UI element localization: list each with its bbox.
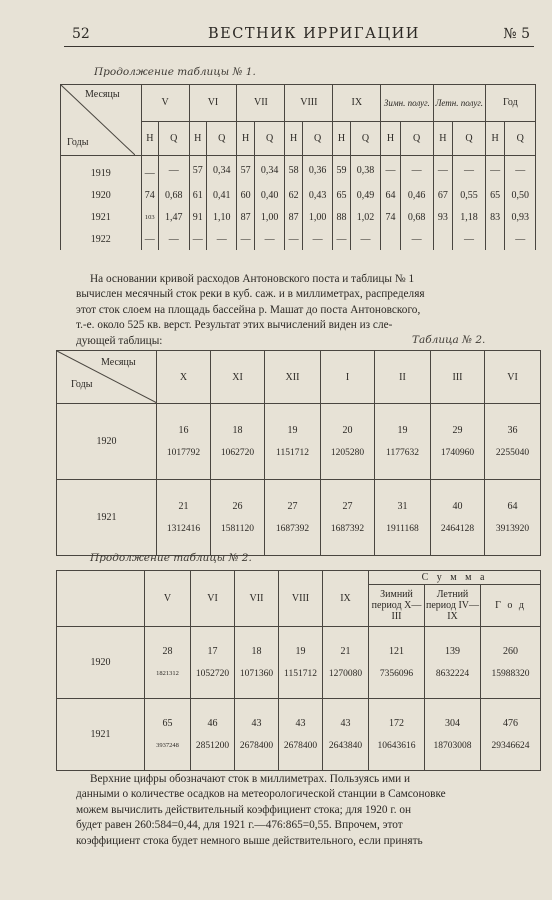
table1-corner: [61, 85, 142, 156]
table1-cell: 0,50: [505, 184, 536, 206]
table1-cell: 0,40: [254, 184, 285, 206]
table1-sub-q: Q: [505, 121, 536, 156]
table2-year: 1920: [57, 404, 157, 480]
table2-cell: [211, 480, 265, 556]
paragraph-line: дующей таблицы:: [76, 334, 163, 347]
table2-month: III: [431, 351, 485, 404]
table3-mm: 121: [389, 645, 404, 657]
table1-row: [61, 156, 536, 185]
table1-cell: —: [189, 228, 206, 250]
paragraph-line: На основании кривой расходов Антоновского поста и таблицы № 1: [90, 273, 415, 285]
table1-month: Летн. полуг.: [433, 85, 485, 122]
table1-cell: 58: [285, 156, 302, 185]
table2-corner: [57, 351, 157, 404]
table3-cell: [279, 627, 323, 699]
table2-mm: 40: [452, 500, 463, 512]
table1-cell: 62: [285, 184, 302, 206]
table1-cell: 74: [141, 184, 158, 206]
table3-mm: 172: [389, 717, 404, 729]
paragraph-line: Верхние цифры обозначают сток в миллиметрах. Пользуясь ими и: [90, 773, 411, 785]
paragraph-1: [76, 272, 425, 349]
table3-volume: 18703008: [433, 740, 472, 751]
table3-cell: [323, 699, 369, 771]
table1-cell: 1,00: [254, 206, 285, 228]
table2-cell: [485, 480, 541, 556]
table3-cell: [235, 627, 279, 699]
table2: [56, 350, 541, 556]
table2-cell: [431, 480, 485, 556]
table3-cell: [481, 627, 541, 699]
journal-title: ВЕСТНИК ИРРИГАЦИИ: [208, 26, 420, 42]
table2-volume: 2464128: [440, 523, 475, 534]
table2-corner-years: Годы: [71, 379, 93, 390]
table3-mm: 260: [503, 645, 518, 657]
table1-year: 1919: [61, 156, 142, 185]
paragraph-line: можем вычислить действительный коэффициент стока; для 1920 г. он: [76, 803, 412, 816]
table2-year: 1921: [57, 480, 157, 556]
table1-cell: —: [141, 228, 158, 250]
table2-cell: [157, 480, 211, 556]
table1-sub-q: Q: [453, 121, 486, 156]
table2-cell: [265, 480, 321, 556]
table1-cell: 65: [485, 184, 505, 206]
paragraph-line: т.-е. около 525 кв. верст. Результат этих вычислений виден из сле-: [76, 319, 393, 332]
table3-cell: [145, 627, 191, 699]
table1-cell: —: [400, 228, 433, 250]
table3-sum-col: Зимний период X—III: [369, 585, 425, 627]
table3-corner: [57, 571, 145, 627]
table3-sum-col: Летний период IV—IX: [425, 585, 481, 627]
table3-volume: 10643616: [377, 740, 416, 751]
table1-month: IX: [333, 85, 381, 122]
table1-month: Зимн. полуг.: [381, 85, 433, 122]
table1-cell: 0,55: [453, 184, 486, 206]
table3-volume: 2678400: [239, 740, 274, 751]
table2-month: II: [375, 351, 431, 404]
table1-sub-h: H: [189, 121, 206, 156]
table1-cell: 59: [333, 156, 350, 185]
table1-year: 1922: [61, 228, 142, 250]
table3-mm: 21: [340, 645, 351, 657]
table1-cell: —: [453, 156, 486, 185]
table1-sub-h: H: [433, 121, 453, 156]
table3-cell: [191, 627, 235, 699]
table1-cell: —: [333, 228, 350, 250]
table1-month: VII: [237, 85, 285, 122]
table2-volume: 1581120: [221, 523, 254, 534]
table1-cell: 65: [333, 184, 350, 206]
table1-sub-h: H: [333, 121, 350, 156]
table1-cell: —: [505, 156, 536, 185]
table3-mm: 18: [251, 645, 262, 657]
table1-cell: 93: [433, 206, 453, 228]
table3-volume: 1052720: [195, 668, 230, 679]
table1-cell: [433, 228, 453, 250]
table1-sub-h: H: [141, 121, 158, 156]
table2-volume: 1017792: [166, 447, 201, 458]
table3-volume: 15988320: [491, 668, 530, 679]
table3-cell: [191, 699, 235, 771]
table1-year: 1921: [61, 206, 142, 228]
table3-mm: 43: [251, 717, 262, 729]
table3-volume: 1270080: [328, 668, 363, 679]
table3-cell: [369, 627, 425, 699]
table1-cell: —: [237, 228, 254, 250]
table3-volume: 2851200: [195, 740, 230, 751]
table3-month: IX: [323, 571, 369, 627]
table1-cell: —: [485, 156, 505, 185]
table2-month: XI: [211, 351, 265, 404]
table3-mm: 17: [207, 645, 218, 657]
table1-cell: 0,41: [206, 184, 237, 206]
table1-sub-h: H: [237, 121, 254, 156]
table3-month: VII: [235, 571, 279, 627]
table2-volume: 1151712: [276, 447, 309, 458]
table1-cell: —: [302, 228, 333, 250]
running-header: [60, 22, 532, 46]
table1-cell: 1,18: [453, 206, 486, 228]
table1-cell: [381, 228, 401, 250]
table1-cell: 57: [189, 156, 206, 185]
table1-year: 1920: [61, 184, 142, 206]
table3-year: 1921: [57, 699, 145, 771]
table2-mm: 27: [342, 500, 353, 512]
table2-cell: [375, 404, 431, 480]
table3-volume: 2678400: [283, 740, 318, 751]
table2-mm: 29: [452, 424, 463, 436]
table1-cell: 0,49: [350, 184, 381, 206]
paragraph-2: [76, 772, 446, 849]
table3-mm: 43: [340, 717, 351, 729]
table3-year: 1920: [57, 627, 145, 699]
table2-volume: 1687392: [330, 523, 365, 534]
table1-sub-q: Q: [159, 121, 190, 156]
table3-mm: 19: [295, 645, 306, 657]
table1-cell: 0,68: [400, 206, 433, 228]
table3-mm: 65: [162, 717, 173, 729]
paragraph-line: коэффициент стока будет немного выше действительного, если принять: [76, 834, 423, 847]
issue-number: № 5: [503, 26, 530, 42]
table1-cell: —: [433, 156, 453, 185]
table2-volume: 1911168: [386, 523, 419, 534]
page-number: 52: [72, 26, 90, 42]
table3-volume: 1071360: [239, 668, 274, 679]
table1-cell: 1,10: [206, 206, 237, 228]
table2-volume: 1312416: [166, 523, 201, 534]
table1-row: [61, 206, 536, 228]
table3-mm: 28: [162, 645, 173, 657]
table2-month: I: [321, 351, 375, 404]
table2-row: [57, 480, 541, 556]
table2-corner-months: Месяцы: [101, 357, 136, 368]
table2-mm: 27: [287, 500, 298, 512]
table1-sub-h: H: [285, 121, 302, 156]
table1-sub-q: Q: [206, 121, 237, 156]
table2-mm: 16: [178, 424, 189, 436]
table3-caption: Продолжение таблицы № 2.: [90, 552, 252, 564]
table3-volume: 2643840: [328, 740, 363, 751]
table2-cell: [157, 404, 211, 480]
table1-month: V: [141, 85, 189, 122]
table3-cell: [425, 699, 481, 771]
table1-cell: [485, 228, 505, 250]
table2-cell: [265, 404, 321, 480]
table3-volume: 3937248: [156, 741, 179, 749]
table2-mm: 36: [507, 424, 518, 436]
table3: [56, 570, 541, 771]
table2-cell: [485, 404, 541, 480]
table2-mm: 64: [507, 500, 518, 512]
table2-volume: 1740960: [440, 447, 475, 458]
table3-mm: 43: [295, 717, 306, 729]
paragraph-line: будет равен 260:584=0,44, для 1921 г.—476:865=0,55. Впрочем, этот: [76, 819, 403, 832]
table1-cell: 1,02: [350, 206, 381, 228]
table1-cell: 1,47: [159, 206, 190, 228]
table3-sum-col: Г о д: [481, 585, 541, 627]
table1-month: VI: [189, 85, 237, 122]
table2-volume: 1062720: [220, 447, 255, 458]
table3-mm: 46: [207, 717, 218, 729]
table1-cell: 0,38: [350, 156, 381, 185]
table2-mm: 19: [287, 424, 298, 436]
table3-row: [57, 699, 541, 771]
table2-cell: [321, 404, 375, 480]
table1-sub-q: Q: [254, 121, 285, 156]
table1-cell: 0,46: [400, 184, 433, 206]
table1-cell: 1,00: [302, 206, 333, 228]
table3-volume: 1821312: [156, 669, 179, 677]
table1-cell: —: [285, 228, 302, 250]
table1-cell: 61: [189, 184, 206, 206]
table2-volume: 1177632: [386, 447, 419, 458]
table1-cell: 87: [285, 206, 302, 228]
table2-caption: Таблица № 2.: [412, 334, 486, 346]
table2-volume: 3913920: [495, 523, 530, 534]
table1-sub-h: H: [485, 121, 505, 156]
paragraph-line: вычислен месячный сток реки в куб. саж. и в миллиметрах, распределяя: [76, 288, 425, 301]
table1-cell: 0,36: [302, 156, 333, 185]
table1-cell: 83: [485, 206, 505, 228]
table3-row: [57, 627, 541, 699]
table1-cell: 0,68: [159, 184, 190, 206]
table1-cell: 0,93: [505, 206, 536, 228]
table1-sub-h: H: [381, 121, 401, 156]
table2-volume: 1205280: [330, 447, 365, 458]
table1-cell: 60: [237, 184, 254, 206]
table1-cell: 64: [381, 184, 401, 206]
table1-cell: —: [381, 156, 401, 185]
table1-sub-q: Q: [350, 121, 381, 156]
table3-month: VIII: [279, 571, 323, 627]
table1: [60, 84, 536, 250]
table1-cell: 88: [333, 206, 350, 228]
table1-cell: —: [141, 156, 158, 185]
table1-cell: 91: [189, 206, 206, 228]
table3-volume: 8632224: [435, 668, 470, 679]
table3-volume: 7356096: [379, 668, 414, 679]
table3-cell: [425, 627, 481, 699]
table1-cell: —: [254, 228, 285, 250]
table3-month: V: [145, 571, 191, 627]
table2-mm: 21: [178, 500, 189, 512]
table2-mm: 31: [397, 500, 408, 512]
table1-month: VIII: [285, 85, 333, 122]
table1-row: [61, 184, 536, 206]
table3-volume: 1151712: [284, 668, 317, 679]
table3-mm: 304: [445, 717, 460, 729]
table1-cell: 0,34: [206, 156, 237, 185]
table1-month: Год: [485, 85, 535, 122]
paragraph-line: этот сток слоем на площадь бассейна р. Машат до поста Антоновского,: [76, 303, 421, 316]
table1-caption: Продолжение таблицы № 1.: [94, 66, 256, 78]
table1-cell: 0,43: [302, 184, 333, 206]
table2-mm: 26: [232, 500, 243, 512]
header-rule: [64, 46, 534, 47]
table3-cell: [481, 699, 541, 771]
table2-row: [57, 404, 541, 480]
table3-month: VI: [191, 571, 235, 627]
table1-cell: —: [159, 156, 190, 185]
table2-month: X: [157, 351, 211, 404]
table1-corner-years: Годы: [67, 137, 89, 148]
table1-cell: —: [505, 228, 536, 250]
table1-row: [61, 228, 536, 250]
table2-volume: 2255040: [495, 447, 530, 458]
table1-sub-q: Q: [302, 121, 333, 156]
table3-cell: [235, 699, 279, 771]
table3-mm: 139: [445, 645, 460, 657]
table2-mm: 18: [232, 424, 243, 436]
table2-month: VI: [485, 351, 541, 404]
table3-mm: 476: [503, 717, 518, 729]
table1-cell: —: [350, 228, 381, 250]
table3-cell: [145, 699, 191, 771]
table2-month: XII: [265, 351, 321, 404]
table1-cell: 67: [433, 184, 453, 206]
table3-cell: [369, 699, 425, 771]
table2-cell: [431, 404, 485, 480]
table3-volume: 29346624: [491, 740, 530, 751]
table3-sum-header: С у м м а: [369, 571, 541, 585]
table1-cell: 87: [237, 206, 254, 228]
table1-cell: —: [453, 228, 486, 250]
paragraph-line: данными о количестве осадков на метеорологической станции в Самсоновке: [76, 788, 446, 801]
table1-sub-q: Q: [400, 121, 433, 156]
table2-cell: [211, 404, 265, 480]
table1-corner-months: Месяцы: [85, 89, 120, 100]
table3-cell: [279, 699, 323, 771]
table2-volume: 1687392: [275, 523, 310, 534]
table1-cell: 103: [141, 206, 158, 228]
table2-mm: 20: [342, 424, 353, 436]
table2-cell: [321, 480, 375, 556]
table1-cell: 57: [237, 156, 254, 185]
table2-cell: [375, 480, 431, 556]
table1-cell: —: [159, 228, 190, 250]
table2-mm: 19: [397, 424, 408, 436]
table3-cell: [323, 627, 369, 699]
table1-cell: —: [400, 156, 433, 185]
table1-cell: 74: [381, 206, 401, 228]
table1-cell: 0,34: [254, 156, 285, 185]
table1-cell: —: [206, 228, 237, 250]
